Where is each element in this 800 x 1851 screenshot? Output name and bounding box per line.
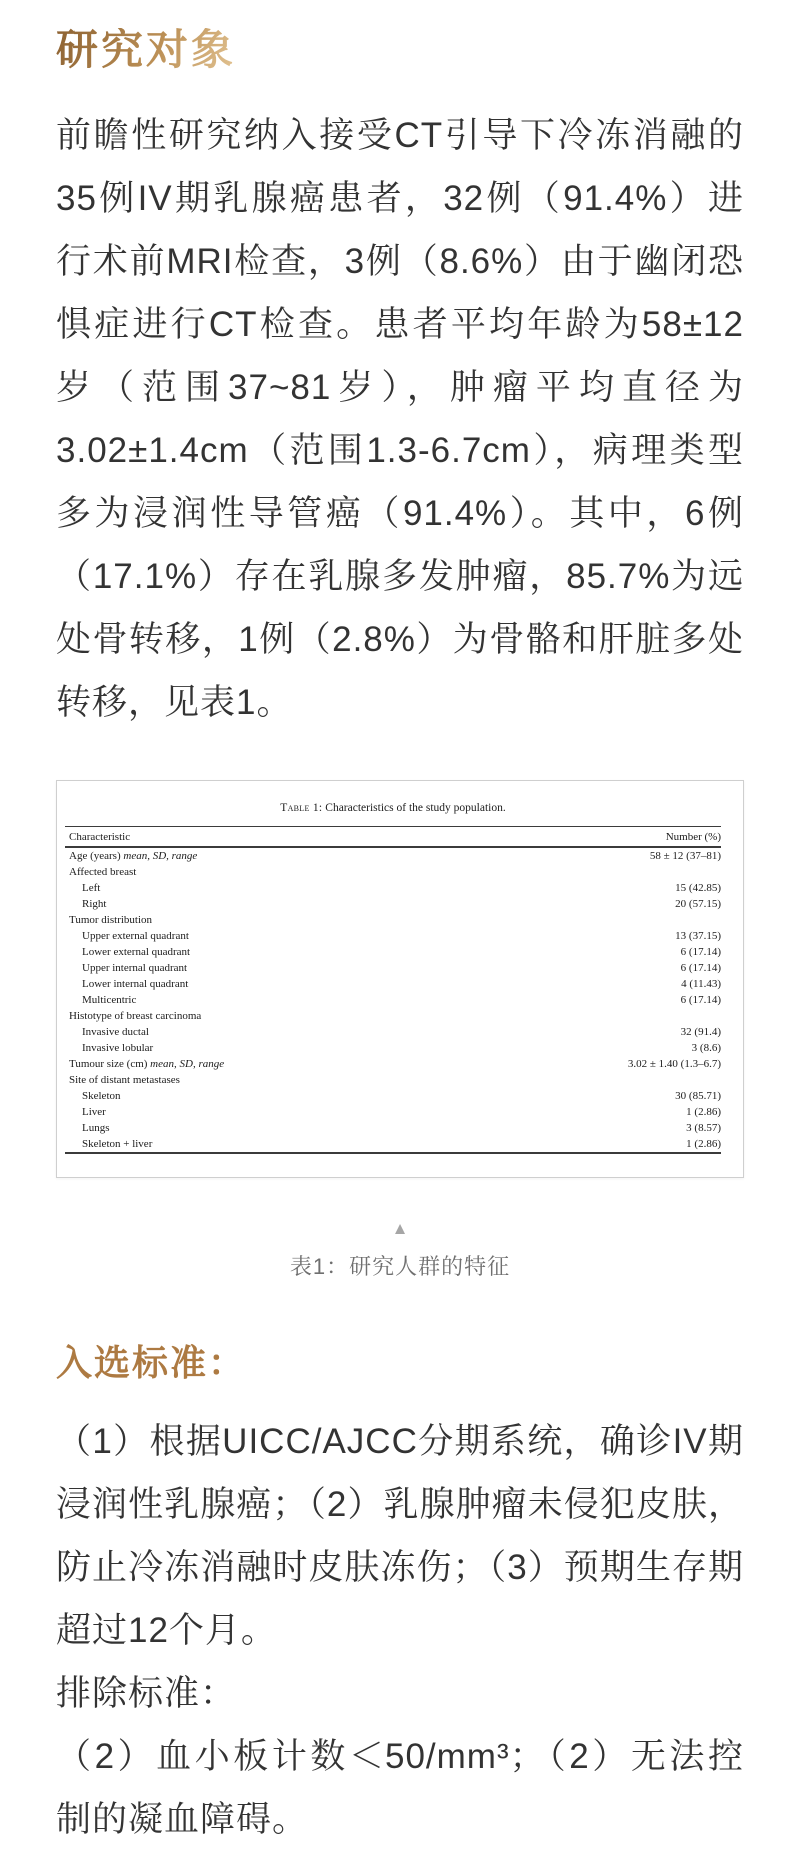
row-label: Upper external quadrant [82,930,189,943]
table-row [65,928,721,944]
exclusion-criteria-subheading: 排除标准： [56,1674,237,1714]
row-value: 20 (57.15) [675,898,721,911]
paper-table-title [65,801,721,815]
row-label: Tumor distribution [69,914,153,927]
row-label: Invasive lobular [82,1042,154,1055]
row-label: Upper internal quadrant [82,962,188,975]
inclusion-criteria-paragraph: （1）根据UICC/AJCC分期系统，确诊IV期浸润性乳腺癌；（2）乳腺肿瘤未侵犯皮肤，防止冷冻消融时皮肤冻伤；（3）预期生存期超过12个月。 [56,1422,744,1651]
row-label: Skeleton [82,1090,121,1103]
table-row [65,880,721,896]
row-value: 6 (17.14) [680,946,721,959]
row-value: 30 (85.71) [675,1090,721,1103]
row-label: Liver [82,1106,106,1119]
row-value: 4 (11.43) [681,978,721,991]
row-label: Left [82,882,101,895]
table-row [65,960,721,976]
table-caption: 表1：研究人群的特征 [289,1254,511,1280]
row-value: 15 (42.85) [675,882,721,895]
row-value: 1 (2.86) [686,1138,721,1151]
row-value: 32 (91.4) [680,1026,721,1039]
table-row [65,1072,721,1088]
section-heading-inclusion-criteria: 入选标准： [56,1342,247,1384]
row-label: Skeleton + liver [82,1138,153,1151]
row-label: Right [82,898,107,911]
paper-table-title-text: Characteristics of the study population. [322,802,506,815]
row-label: Site of distant metastases [69,1074,180,1087]
exclusion-criteria-paragraph: （2）血小板计数＜50/mm³；（2）无法控制的凝血障碍。 [56,1737,744,1840]
row-label: Affected breast [69,866,137,879]
row-value: 1 (2.86) [686,1106,721,1119]
paper-table-title-label: Table 1: [280,802,323,815]
paper-table-body [65,848,721,1152]
row-label: Tumour size (cm) mean, SD, range [69,1058,225,1071]
table-row [65,944,721,960]
column-header-number: Number (%) [665,830,721,843]
row-label: Histotype of breast carcinoma [69,1010,202,1023]
table-row [65,1040,721,1056]
row-label: Invasive ductal [82,1026,149,1039]
paper-table-header-row [65,826,721,848]
row-label: Lower external quadrant [82,946,191,959]
row-value: 13 (37.15) [675,930,721,943]
table-row [65,1136,721,1152]
table-figure-image[interactable] [56,780,744,1178]
row-label: Lower internal quadrant [82,978,189,991]
table-row [65,992,721,1008]
row-value: 3.02 ± 1.40 (1.3–6.7) [627,1058,721,1071]
table-row [65,976,721,992]
column-header-characteristic: Characteristic [69,830,131,843]
table-row [65,1120,721,1136]
row-label: Age (years) mean, SD, range [69,850,198,863]
row-value: 3 (8.57) [686,1122,721,1135]
row-value: 6 (17.14) [680,962,721,975]
row-label: Lungs [82,1122,110,1135]
table-row [65,1104,721,1120]
section-heading-study-subjects: 研究对象 [56,28,237,74]
table-row [65,896,721,912]
row-value: 6 (17.14) [680,994,721,1007]
row-label: Multicentric [82,994,137,1007]
table-row [65,912,721,928]
table-row [65,1088,721,1104]
collapse-arrow-icon: ▲ [391,1219,409,1239]
paper-table [65,826,721,1154]
table-row [65,864,721,880]
table-row [65,1056,721,1072]
table-row [65,848,721,864]
row-value: 3 (8.6) [691,1042,721,1055]
study-subjects-paragraph: 前瞻性研究纳入接受CT引导下冷冻消融的35例IV期乳腺癌患者，32例（91.4%）进行术前MRI检查，3例（8.6%）由于幽闭恐惧症进行CT检查。患者平均年龄为58±12岁（范围37~81岁），肿瘤平均直径为3.02±1.4cm（范围1.3-6.7cm），病理类型多为浸润性导管癌（91.4%）。其中，6例（17.1%）存在乳腺多发肿瘤，85.7%为远处骨转移，1例（2.8%）为骨骼和肝脏多处转移，见表1。 [56,116,744,723]
table-row [65,1008,721,1024]
table-row [65,1024,721,1040]
row-value: 58 ± 12 (37–81) [649,850,721,863]
